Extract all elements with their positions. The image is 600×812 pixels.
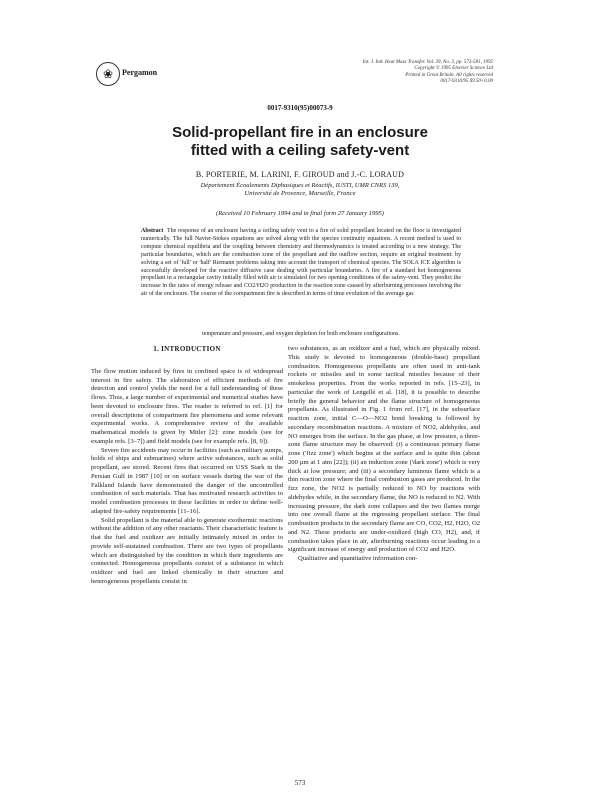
abstract-text: The response of an enclosure having a ceiling safety vent to a fire of solid propellant located on the floor is investigated numerically. The full Navier-Stokes equations are solved along with the species continuity equations. A recent method is used to compute chemical equilibria and the coupling between chemistry and thermodynamics is treated according to a new strategy. The particular boundaries, which are the combustion zone of the propellant and the outflow section, require an original treatment: by solving a set of 'full' or 'half' Riemann problems taking into account the transport of chemical species. The SOLA ICE algorithm is successfully developed for the reactive diffusive case dealing with particular boundaries. A fire of a standard hot homogeneous propellant in a rectangular cavity initially filled with air is simulated for two opening conditions of the safety-vent. They predict the increase in the rates of energy release and CO2/H2O production in the reaction zone caused by afterburning processes involving the air of the enclosure. The course of the compartment fire is described in terms of time evolution of the average gas xyxy=(141,228,461,298)
paragraph: Qualitative and quantitative information con- xyxy=(298,555,418,562)
title-line: Solid-propellant fire in an enclosure xyxy=(172,124,428,141)
journal-line: 0017-9310/95 $9.50+0.00 xyxy=(440,78,493,84)
paragraph: Severe fire accidents may occur in facilities (such as military sumps, holds of ships and submarines) where active substances, such as solid propellant, are stored. Recent fires that occurred on USS Stark in the Persian Gulf in 1987 [10] or on surface vessels during the war of the Falkland Islands have demonstrated the danger of the uncontrolled combustion of such materials. That has motivated research activities to model combustion processes in these facilities in order to define well-adapted fire-safety requirements [11–16]. xyxy=(91,446,283,515)
affiliation xyxy=(0,182,600,198)
article-title xyxy=(0,124,600,160)
received-dates: (Received 10 February 1994 and in final form 27 January 1995) xyxy=(216,210,384,217)
publisher-name: Pergamon xyxy=(122,68,158,77)
abstract-label: Abstract xyxy=(141,228,164,234)
page-number: 573 xyxy=(294,779,306,787)
journal-line: Copyright © 1995 Elsevier Science Ltd xyxy=(414,66,493,72)
publisher-logo-icon: ❀ xyxy=(96,62,120,86)
journal-line: Int. J. Intl. Heat Mass Transfer. Vol. 39, No. 3, pp. 573-581, 1995 xyxy=(362,60,493,65)
authors: B. PORTERIE, M. LARINI, F. GIROUD and J.-C. LORAUD xyxy=(195,170,405,179)
right-column xyxy=(288,345,480,564)
abstract-last-line: temperature and pressure, and oxygen depletion for both enclosure configurations. xyxy=(202,331,400,337)
article-code: 0017-9310(95)00073-9 xyxy=(267,104,333,112)
affiliation-line: Département Écoulements Diphasiques et Réactifs, IUSTI, UMR CNRS 139, xyxy=(200,182,400,189)
abstract xyxy=(141,228,461,299)
affiliation-line: Université de Provence, Marseille, France xyxy=(244,190,356,197)
journal-line: Printed in Great Britain. All rights reserved xyxy=(405,72,493,78)
paragraph: The flow motion induced by fires in confined space is of widespread interest in fire safety. The elaboration of efficient methods of fire detection and control yields the need for a full understanding of these flows. Thus, a large number of experimental and numerical studies have been devoted to enclosure fires. The reader is referred to ref. [1] for overall descriptions of compartment fire phenomena and some relevant experimental works. A comprehensive review of the available mathematical models is given by Mitler [2]: zone models (see for example refs. [3–7]) and field models (see for example refs. [8, 9]). xyxy=(91,367,283,445)
journal-info xyxy=(363,60,493,85)
section-heading: 1. INTRODUCTION xyxy=(153,345,221,353)
paragraph: two substances, as an oxidizer and a fuel, which are physically mixed. This study is devoted to homogeneous (double-base) propellant combustion. Homogeneous propellants are often used in anti-tank rockets or missiles and in some tactical missiles because of their smokeless properties. From the works reported in refs. [15–23], in particular the work of Lengellé et al. [18], it is possible to describe briefly the general behavior and the flame structure of homogeneous propellants. As illustrated in Fig. 1 from ref. [17], in the subsurface reaction zone, initial C—O—NO2 bond breaking is followed by secondary recombination reactions. A mixture of NO2, aldehydes, and NO emerges from the surface. In the gas phase, at low pressure, a three-zone flame structure may be observed: (i) a continuous primary flame zone ('fizz zone') which begins at the surface and is quite thin (about 200 µm at 1 atm [22]); (ii) an induction zone ('dark zone') which is very thick at low pressure; and (iii) a secondary luminous flame which is a thin reaction zone where the final combustion gases are produced. In the fizz zone, the NO2 is partially reduced to NO by reactions with aldehydes while, in the secondary flame, the NO is reduced to N2. With increasing pressure, the dark zone collapses and the two flames merge into one overall flame at the regressing propellant surface. The final combustion products in the secondary flame are CO, CO2, H2, H2O, O2 and N2. These products are under-oxidized (high CO, H2), and, if combustion takes place in air, afterburning reactions occur leading to a significant increase of energy and production of CO2 and H2O. xyxy=(288,345,480,554)
paragraph: Solid propellant is the material able to generate exothermic reactions without the addition of any other reactants. Their characteristic feature is that the fuel and oxidizer are initially intimately mixed in order to provide self-sustained combustion. There are two types of propellants which are distinguished by the condition in which their ingredients are connected. Homogeneous propellants consist of a substance in which oxidizer and fuel are linked chemically in their structure and heterogeneous propellants consist in xyxy=(91,516,283,585)
left-column xyxy=(91,345,283,587)
title-line: fitted with a ceiling safety-vent xyxy=(190,142,410,159)
